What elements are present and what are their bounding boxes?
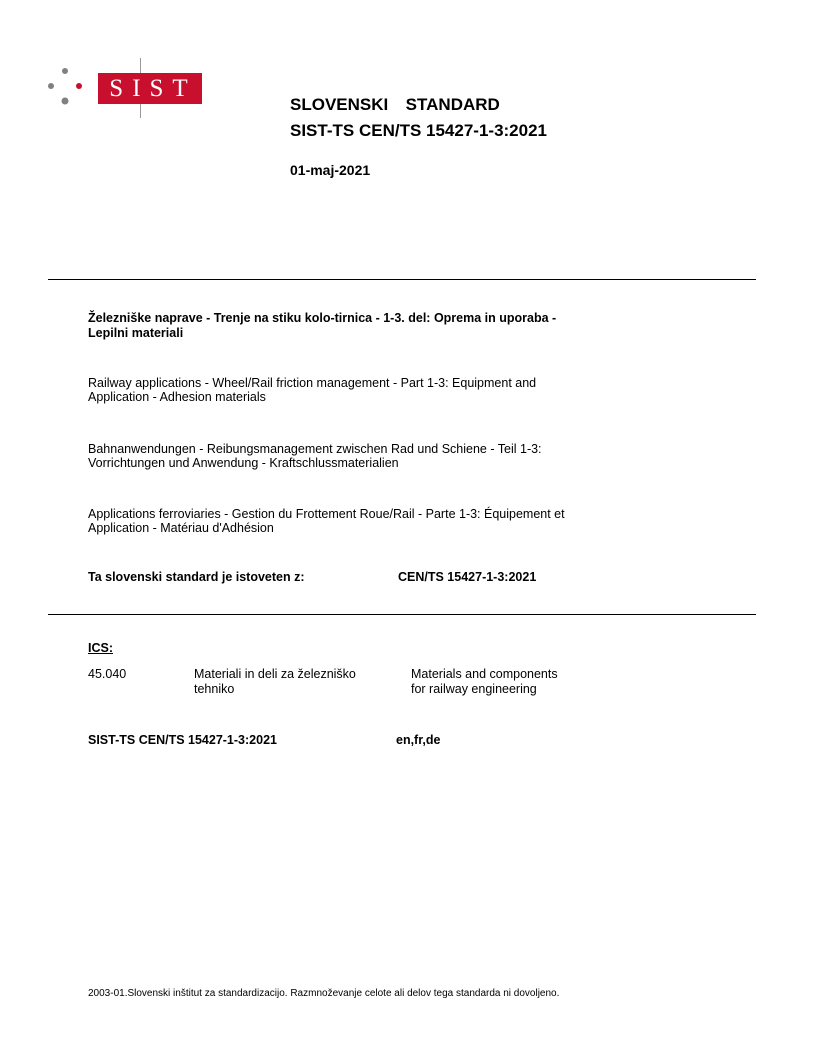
title-slovenian: [88, 311, 728, 341]
title-french-line: Application - Matériau d'Adhésion: [88, 521, 274, 535]
logo-dot: [62, 98, 69, 105]
standard-code: SIST-TS CEN/TS 15427-1-3:2021: [290, 121, 548, 140]
identity-value: CEN/TS 15427-1-3:2021: [398, 570, 537, 584]
identity-label: Ta slovenski standard je istoveten z:: [88, 570, 305, 584]
ics-en-line: for railway engineering: [411, 682, 537, 696]
ics-label: ICS:: [88, 641, 113, 655]
logo-dot: [48, 83, 54, 89]
ics-code: 45.040: [88, 667, 127, 681]
ics-sl-line: tehniko: [194, 682, 235, 696]
standard-kind: SLOVENSKI STANDARD: [290, 95, 500, 114]
title-german-line: Bahnanwendungen - Reibungsmanagement zwischen Rad und Schiene - Teil 1-3:: [88, 442, 542, 456]
bottom-rule: [48, 614, 756, 615]
sist-logo-dots: [46, 66, 82, 106]
top-rule: [48, 279, 756, 280]
ics-sl-line: Materiali in deli za železniško: [194, 667, 356, 681]
ics-description-english: [411, 667, 631, 697]
title-german: [88, 442, 728, 470]
logo-dot: [62, 68, 68, 74]
title-german-line: Vorrichtungen und Anwendung - Kraftschlussmaterialien: [88, 456, 399, 470]
title-english-line: Application - Adhesion materials: [88, 390, 266, 404]
publication-date: 01-maj-2021: [290, 162, 371, 178]
title-english: [88, 376, 728, 404]
copyright-notice: 2003-01.Slovenski inštitut za standardizacijo. Razmnoževanje celote ali delov tega standarda ni dovoljeno.: [88, 988, 560, 999]
title-slovenian-line: Železniške naprave - Trenje na stiku kolo-tirnica - 1-3. del: Oprema in uporaba -: [88, 311, 557, 325]
ics-en-line: Materials and components: [411, 667, 558, 681]
logo-dot: [76, 83, 82, 89]
footer-standard-code: SIST-TS CEN/TS 15427-1-3:2021: [88, 733, 277, 747]
title-french: [88, 507, 728, 535]
title-french-line: Applications ferroviaries - Gestion du Frottement Roue/Rail - Parte 1-3: Équipement et: [88, 507, 565, 521]
sist-logo-text: SIST: [109, 75, 197, 102]
title-slovenian-line: Lepilni materiali: [88, 326, 184, 340]
title-english-line: Railway applications - Wheel/Rail friction management - Part 1-3: Equipment and: [88, 376, 537, 390]
ics-description-slovenian: [194, 667, 414, 697]
footer-languages: en,fr,de: [396, 733, 441, 747]
